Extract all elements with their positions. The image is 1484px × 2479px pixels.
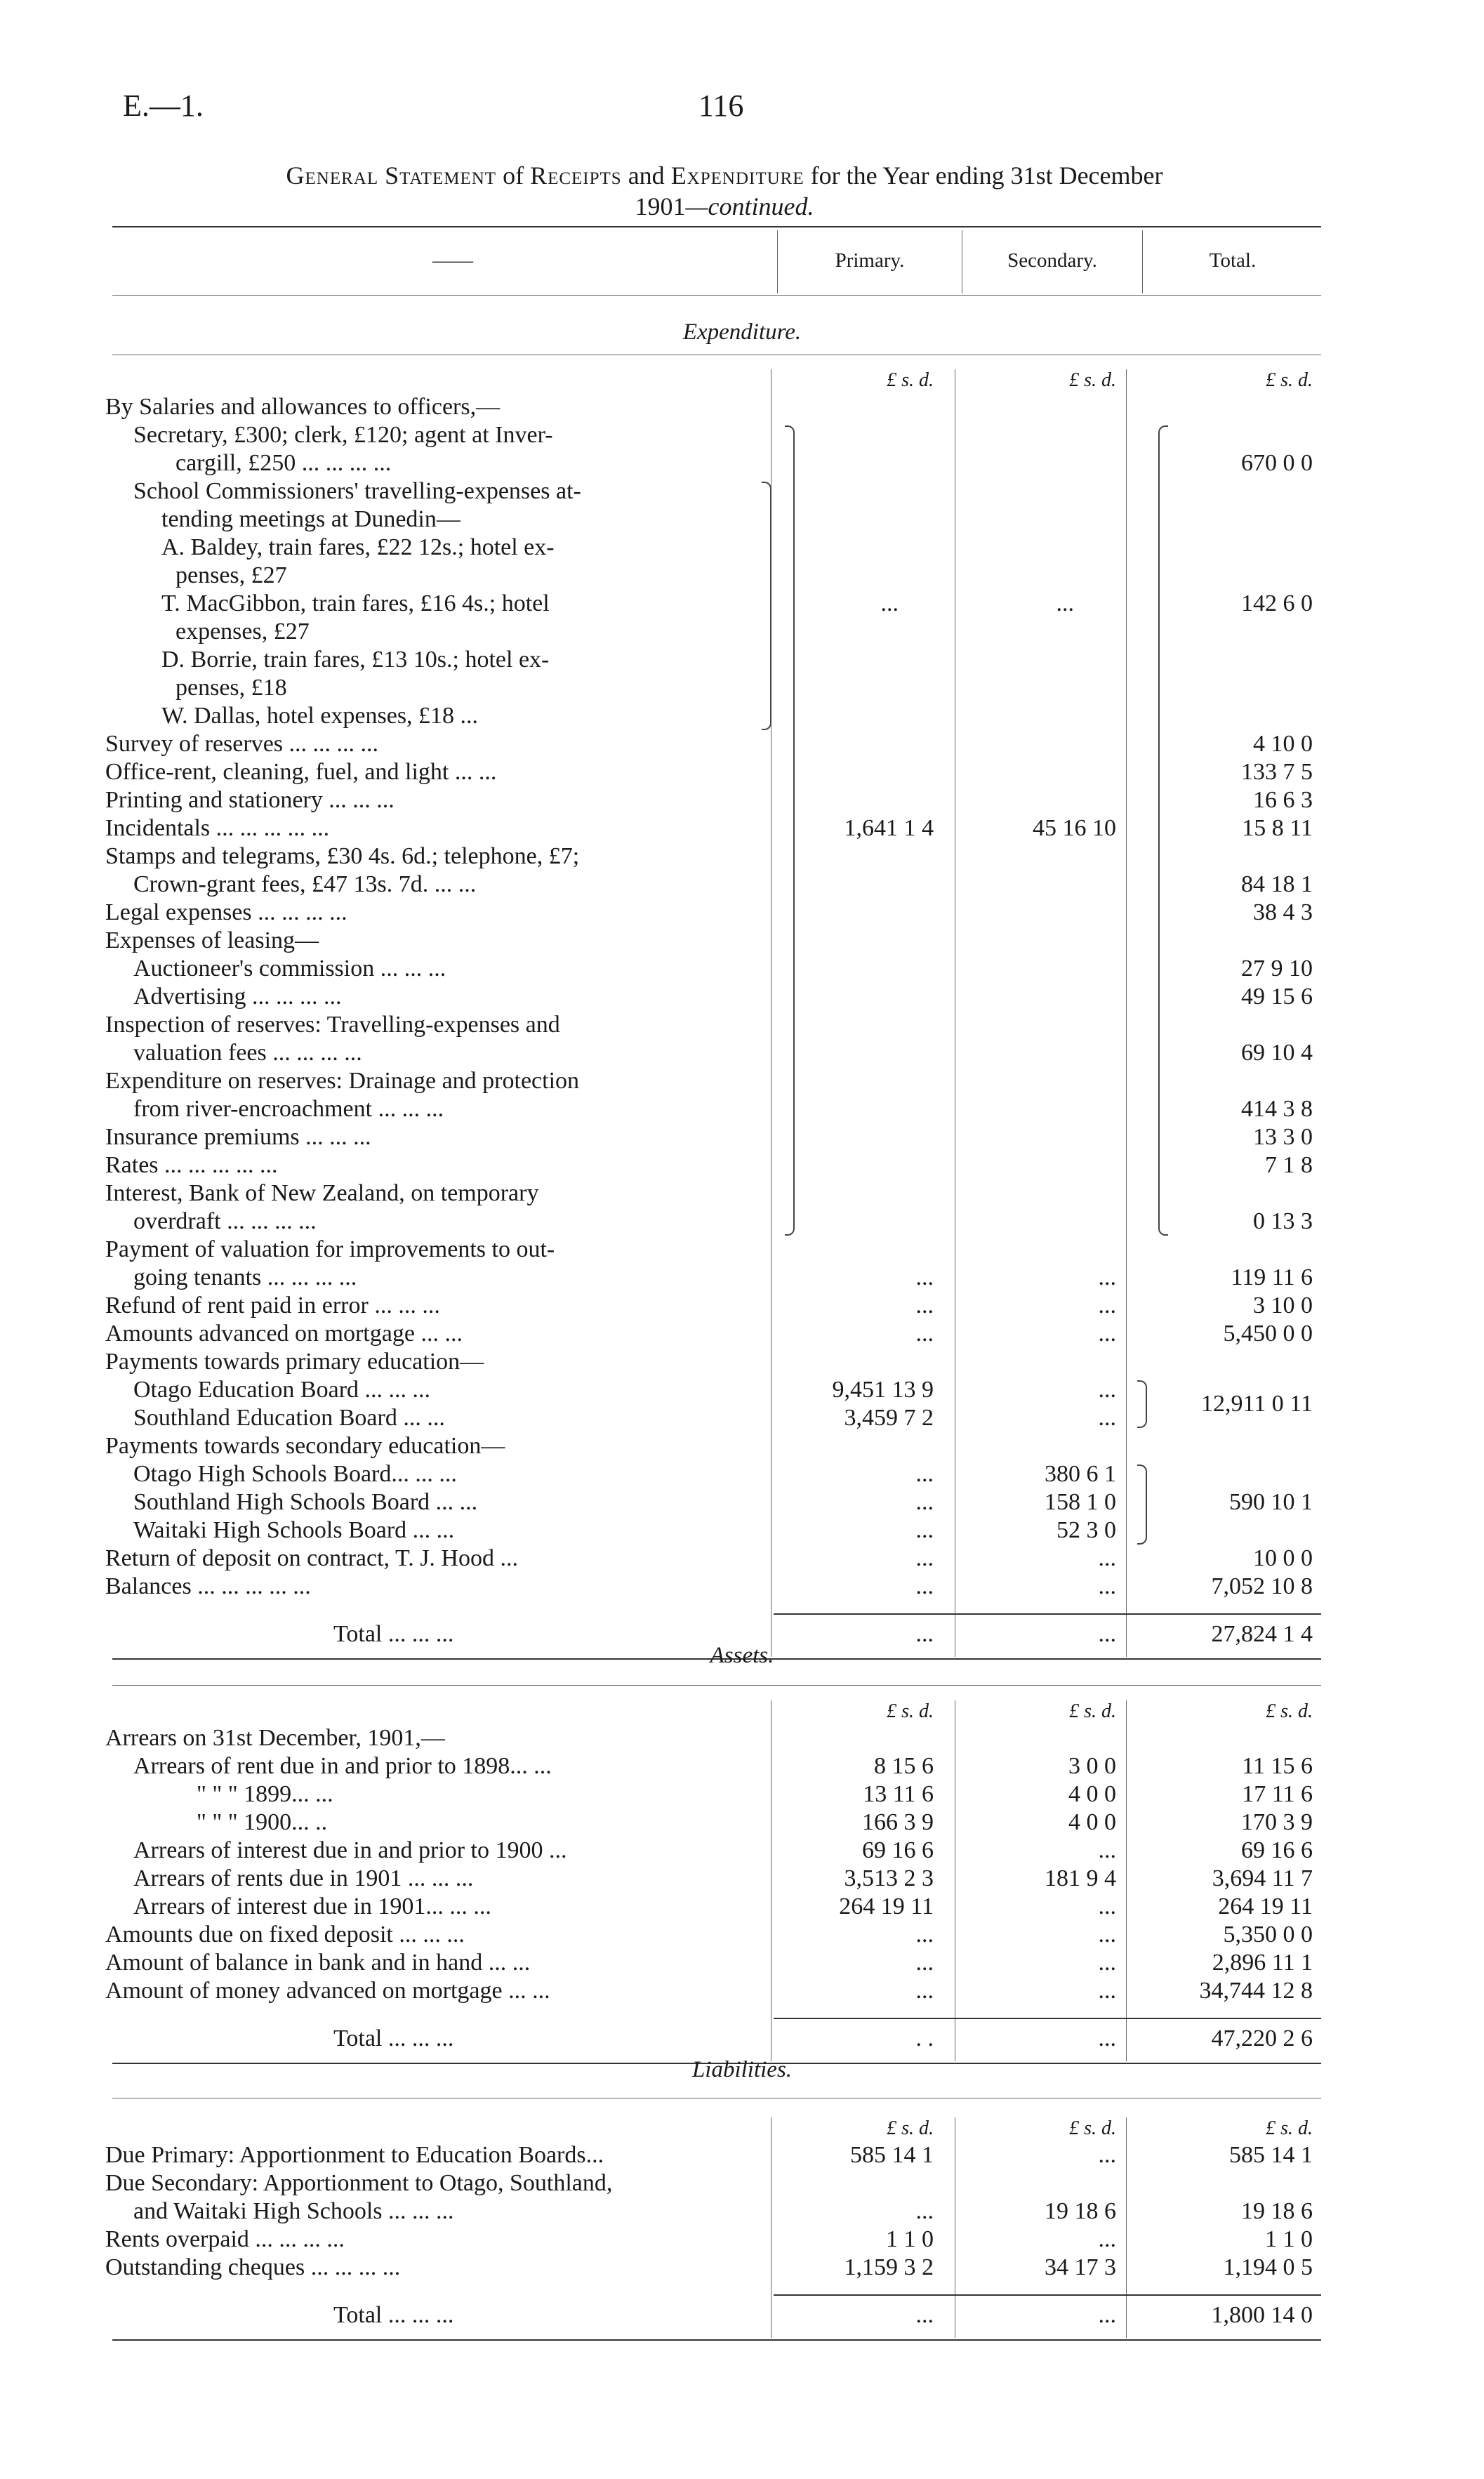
total-amount: 49 15 6 [1241,984,1313,1010]
total-amount: 13 3 0 [1253,1124,1313,1150]
table-row [105,1573,1341,1601]
row-label: Arrears on 31st December, 1901,— [105,1725,445,1751]
row-label: Arrears of rents due in 1901 ... ... ... [133,1865,474,1891]
row-label: from river-encroachment ... ... ... [133,1096,444,1122]
secondary-amount: ... [1098,2226,1116,2252]
primary-amount: ... [915,1321,934,1347]
table-row [105,1724,1341,1752]
total-label: Total ... ... ... [333,1621,454,1647]
total-label: Total ... ... ... [333,2302,454,2328]
table-row [105,955,1341,983]
row-label: Return of deposit on contract, T. J. Hood ... [105,1545,518,1571]
primary-amount: ... [915,1264,934,1290]
table-row [105,1865,1341,1893]
total-amount: 38 4 3 [1253,899,1313,925]
total-amount: 69 16 6 [1241,1837,1313,1863]
title-word: Receipts [530,161,622,190]
total-secondary: ... [1098,2302,1116,2328]
column-header-primary: Primary. [835,249,905,272]
primary-amount: 166 3 9 [862,1809,934,1835]
primary-amount: ... [915,1950,934,1976]
table-row [105,1837,1341,1865]
total-primary: ... [915,1621,934,1647]
table-row [105,2169,1341,2197]
row-label: expenses, £27 [175,619,310,644]
table-row [105,421,1341,449]
total-amount: 19 18 6 [1241,2198,1313,2224]
primary-amount: ... [915,1461,934,1487]
table-row [105,1292,1341,1320]
total-amount: 34,744 12 8 [1199,1978,1313,2004]
row-label: Rents overpaid ... ... ... ... [105,2226,345,2252]
table-row [105,1208,1341,1236]
row-label: cargill, £250 ... ... ... ... [175,450,392,476]
column-header-rule [112,295,1321,296]
column-header-total: Total. [1209,249,1257,272]
total-primary: . . [915,2025,934,2051]
table-row [105,618,1341,646]
total-amount: 3 10 0 [1253,1293,1313,1318]
currency-header-primary: £ s. d. [887,369,934,391]
row-label: School Commissioners' travelling-expenses at- [133,478,581,504]
total-amount: 4 10 0 [1253,731,1313,757]
secondary-amount: ... [1098,1377,1116,1403]
table-row [105,1921,1341,1949]
primary-amount: 9,451 13 9 [832,1377,934,1403]
row-label: Amounts advanced on mortgage ... ... [105,1321,463,1347]
total-row [105,2301,1341,2329]
section-heading-assets: Assets. [710,1643,774,1668]
grand-total: 47,220 2 6 [1211,2025,1313,2051]
secondary-amount: ... [1098,1264,1116,1290]
primary-education-total: 12,911 0 11 [1201,1391,1313,1417]
row-label: Arrears of rent due in and prior to 1898... ... [133,1753,552,1779]
table-row [105,646,1341,674]
document-code: E.—1. [123,88,204,123]
currency-header-primary: £ s. d. [887,1700,934,1722]
row-label: " " " 1899... ... [197,1781,333,1807]
table-row [105,1151,1341,1179]
primary-amount: 69 16 6 [862,1837,934,1863]
total-amount: 3,694 11 7 [1212,1865,1313,1891]
table-row [105,1752,1341,1780]
primary-amount: ... [915,1489,934,1515]
total-rule [774,1613,1321,1615]
table-row [105,1780,1341,1809]
title-word: for the Year ending 31st December [810,161,1163,190]
row-label: Stamps and telegrams, £30 4s. 6d.; telephone, £7; [105,843,580,869]
row-label: Amount of balance in bank and in hand ... ... [105,1950,531,1976]
primary-amount: ... [915,1573,934,1599]
title-word: Expenditure [670,161,804,190]
primary-amount: 13 11 6 [863,1781,934,1807]
total-amount: 1,194 0 5 [1223,2254,1313,2280]
secondary-amount: 158 1 0 [1045,1489,1116,1515]
page-number: 116 [698,88,744,123]
row-label: Advertising ... ... ... ... [133,984,342,1010]
row-label: Due Primary: Apportionment to Education Boards... [105,2142,604,2168]
row-label: Expenses of leasing— [105,927,319,953]
row-label: going tenants ... ... ... ... [133,1264,357,1290]
row-label: A. Baldey, train fares, £22 12s.; hotel ex- [161,534,555,560]
primary-amount: 3,459 7 2 [844,1405,934,1431]
total-rule [774,2294,1321,2296]
total-amount: 16 6 3 [1253,787,1313,813]
secondary-amount: ... [1098,1573,1116,1599]
primary-amount: 1 1 0 [886,2226,934,2252]
row-label: Legal expenses ... ... ... ... [105,899,347,925]
row-label: penses, £27 [175,562,287,588]
total-amount: 264 19 11 [1218,1893,1313,1919]
row-label: Otago Education Board ... ... ... [133,1377,431,1403]
column-divider [1126,369,1127,1657]
table-row [105,1095,1341,1123]
section-end-rule [112,2339,1321,2341]
table-row [105,758,1341,786]
secondary-amount: ... [1098,1893,1116,1919]
table-row [105,983,1341,1011]
table-row [105,927,1341,955]
table-row [105,871,1341,899]
title-word: and [628,161,665,190]
table-row [105,449,1341,477]
table-row [105,393,1341,421]
secondary-amount: 380 6 1 [1045,1461,1116,1487]
table-row [105,899,1341,927]
section-rule [112,1685,1321,1686]
secondary-amount: ... [1098,1978,1116,2004]
total-row [105,2025,1341,2053]
total-amount: 670 0 0 [1241,450,1313,476]
row-label: Interest, Bank of New Zealand, on temporary [105,1180,539,1206]
row-label: Secretary, £300; clerk, £120; agent at Inver- [133,422,553,448]
row-label: Payments towards primary education— [105,1349,484,1375]
secondary-amount: 4 0 0 [1068,1781,1116,1807]
total-amount: 0 13 3 [1253,1208,1313,1234]
currency-header-secondary: £ s. d. [1069,369,1116,391]
secondary-amount: ... [1098,1922,1116,1948]
section-heading-expenditure: Expenditure. [682,319,802,345]
row-label: Expenditure on reserves: Drainage and protection [105,1068,580,1094]
table-row [105,1949,1341,1977]
row-label: tending meetings at Dunedin— [161,506,461,532]
table-row [105,1977,1341,2005]
row-label: valuation fees ... ... ... ... [133,1040,362,1066]
table-row [105,1236,1341,1264]
total-amount: 170 3 9 [1241,1809,1313,1835]
total-amount: 119 11 6 [1231,1264,1313,1290]
table-row [105,674,1341,702]
row-label: Auctioneer's commission ... ... ... [133,956,446,981]
row-label: Crown-grant fees, £47 13s. 7d. ... ... [133,871,477,897]
table-row [105,1893,1341,1921]
total-amount: 5,450 0 0 [1223,1321,1313,1347]
total-secondary: ... [1098,2025,1116,2051]
total-amount: 133 7 5 [1241,759,1313,785]
secondary-amount: 19 18 6 [1045,2198,1116,2224]
column-divider [1126,1700,1127,2061]
table-row [105,2141,1341,2169]
row-label: D. Borrie, train fares, £13 10s.; hotel ex- [161,647,550,673]
currency-header-primary: £ s. d. [887,2117,934,2139]
row-label: Arrears of interest due in and prior to 1900 ... [133,1837,567,1863]
row-label: Southland High Schools Board ... ... [133,1489,478,1515]
row-label: Insurance premiums ... ... ... [105,1124,371,1150]
table-row [105,1809,1341,1837]
currency-header-total: £ s. d. [1266,369,1313,391]
total-amount: 15 8 11 [1242,815,1313,841]
row-label: T. MacGibbon, train fares, £16 4s.; hotel [161,590,550,616]
primary-amount: 264 19 11 [839,1893,934,1919]
group-secondary-total: 45 16 10 [1033,815,1116,841]
row-label: Due Secondary: Apportionment to Otago, Southland, [105,2170,613,2196]
primary-amount: 8 15 6 [874,1753,934,1779]
row-label: W. Dallas, hotel expenses, £18 ... [161,703,479,729]
row-label: Printing and stationery ... ... ... [105,787,395,813]
table-row [105,1545,1341,1573]
secondary-amount: ... [1098,1293,1116,1318]
table-row [105,505,1341,534]
secondary-amount: ... [1098,1837,1116,1863]
currency-header-secondary: £ s. d. [1069,1700,1116,1722]
column-header-secondary: Secondary. [1007,249,1097,272]
total-amount: 11 15 6 [1242,1753,1313,1779]
secondary-amount: 181 9 4 [1045,1865,1116,1891]
total-amount: 142 6 0 [1241,590,1313,616]
row-label: Arrears of interest due in 1901... ... ... [133,1893,491,1919]
primary-amount: ... [915,1293,934,1318]
total-amount: 10 0 0 [1253,1545,1313,1571]
total-secondary: ... [1098,1621,1116,1647]
total-amount: 69 10 4 [1241,1040,1313,1066]
row-label: Waitaki High Schools Board ... ... [133,1517,455,1543]
secondary-amount: ... [1098,1405,1116,1431]
total-amount: 27 9 10 [1241,956,1313,981]
total-amount: 84 18 1 [1241,871,1313,897]
table-row [105,1179,1341,1208]
travel-primary: ... [880,590,899,616]
row-label: Office-rent, cleaning, fuel, and light ... ... [105,759,497,785]
row-label: Amounts due on fixed deposit ... ... ... [105,1922,465,1948]
secondary-amount: 52 3 0 [1056,1517,1116,1543]
primary-amount: ... [915,1978,934,2004]
table-row [105,1039,1341,1067]
table-row [105,1067,1341,1095]
row-label: Payments towards secondary education— [105,1433,505,1459]
currency-header-total: £ s. d. [1266,2117,1313,2139]
title-word: General [286,161,379,190]
title-word: Statement [385,161,497,190]
row-label: penses, £18 [175,675,287,701]
row-label: Southland Education Board ... ... [133,1405,445,1431]
row-label: overdraft ... ... ... ... [133,1208,317,1234]
row-label: Otago High Schools Board... ... ... [133,1461,457,1487]
table-row [105,702,1341,730]
table-row [105,477,1341,505]
primary-amount: 3,513 2 3 [844,1865,934,1891]
currency-header-total: £ s. d. [1266,1700,1313,1722]
column-header-blank: —— [432,249,473,272]
title-word: of [503,161,524,190]
table-row [105,1123,1341,1151]
primary-amount: ... [915,1922,934,1948]
row-label: Amount of money advanced on mortgage ... ... [105,1978,550,2004]
primary-amount: ... [915,1545,934,1571]
table-row [105,842,1341,871]
secondary-amount: ... [1098,1545,1116,1571]
page-title [121,160,1328,222]
currency-header-secondary: £ s. d. [1069,2117,1116,2139]
secondary-amount: ... [1098,1950,1116,1976]
table-row [105,1348,1341,1376]
table-row [105,534,1341,562]
group-primary-total: 1,641 1 4 [844,815,934,841]
grand-total: 27,824 1 4 [1211,1621,1313,1647]
table-row [105,2226,1341,2254]
total-amount: 585 14 1 [1229,2142,1313,2168]
table-row [105,1264,1341,1292]
table-row [105,1320,1341,1348]
section-heading-liabilities: Liabilities. [691,2057,793,2082]
row-label: By Salaries and allowances to officers,— [105,394,501,420]
row-label: Inspection of reserves: Travelling-expenses and [105,1012,560,1038]
table-row [105,1011,1341,1039]
table-row [105,1460,1341,1488]
secondary-amount: ... [1098,2142,1116,2168]
total-amount: 5,350 0 0 [1223,1922,1313,1948]
table-row [105,1432,1341,1460]
total-amount: 7,052 10 8 [1211,1573,1313,1599]
row-label: Survey of reserves ... ... ... ... [105,731,379,757]
total-amount: 2,896 11 1 [1212,1950,1313,1976]
row-label: Payment of valuation for improvements to out- [105,1236,555,1262]
table-row [105,786,1341,814]
total-label: Total ... ... ... [333,2025,454,2051]
row-label: and Waitaki High Schools ... ... ... [133,2198,454,2224]
grand-total: 1,800 14 0 [1211,2302,1313,2328]
secondary-amount: ... [1098,1321,1116,1347]
row-label: Rates ... ... ... ... ... [105,1152,278,1178]
title-year: 1901 [635,192,686,220]
secondary-amount: 4 0 0 [1068,1809,1116,1835]
row-label: Balances ... ... ... ... ... [105,1573,311,1599]
primary-amount: ... [915,1517,934,1543]
travel-secondary: ... [1056,590,1074,616]
table-row [105,1516,1341,1545]
table-row [105,730,1341,758]
row-label: " " " 1900... .. [197,1809,328,1835]
table-row [105,2254,1341,2282]
row-label: Outstanding cheques ... ... ... ... [105,2254,401,2280]
group-brace [1158,425,1168,1236]
table-top-rule [112,226,1321,227]
secondary-education-total: 590 10 1 [1229,1489,1313,1515]
secondary-amount: 3 0 0 [1068,1753,1116,1779]
total-amount: 1 1 0 [1265,2226,1313,2252]
secondary-amount: 34 17 3 [1045,2254,1116,2280]
primary-amount: 1,159 3 2 [844,2254,934,2280]
total-amount: 17 11 6 [1242,1781,1313,1807]
total-amount: 414 3 8 [1241,1096,1313,1122]
row-label: Incidentals ... ... ... ... ... [105,815,330,841]
total-rule [774,2018,1321,2019]
table-row [105,2197,1341,2226]
total-amount: 7 1 8 [1265,1152,1313,1178]
primary-amount: 585 14 1 [850,2142,934,2168]
title-continued: —continued. [685,192,814,220]
total-primary: ... [915,2302,934,2328]
primary-amount: ... [915,2198,934,2224]
row-label: Refund of rent paid in error ... ... ... [105,1293,440,1318]
table-row [105,562,1341,590]
